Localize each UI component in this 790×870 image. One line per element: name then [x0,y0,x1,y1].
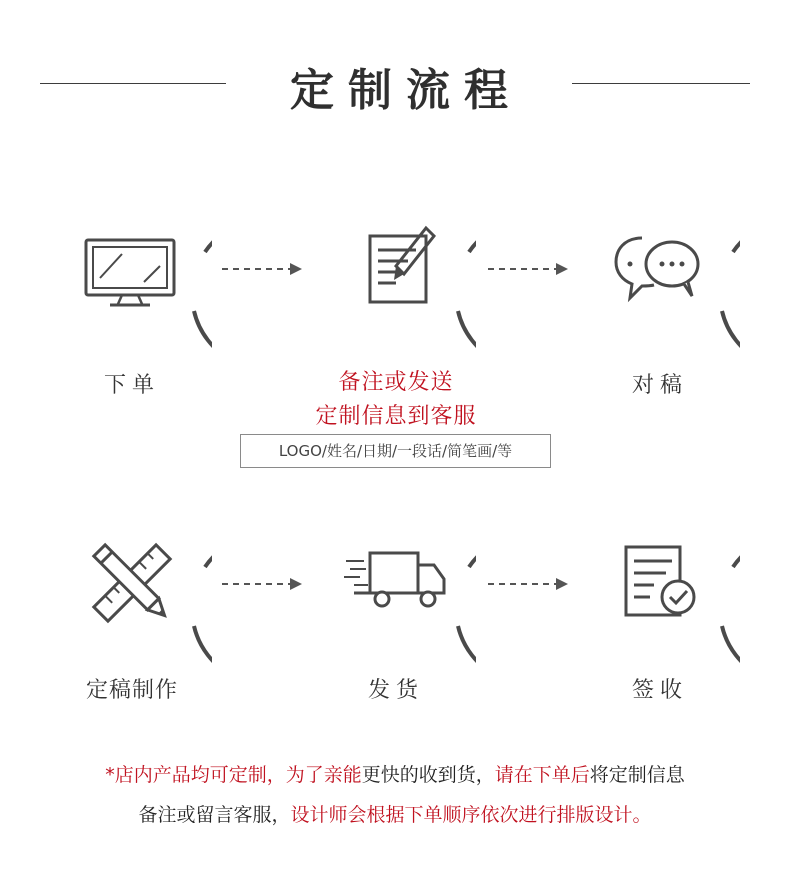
step-label-receipt: 签收 [631,678,688,703]
title-row [0,50,790,116]
step-shipping [316,503,476,663]
note-line-1 [0,760,790,787]
page-title: 定制流程 [290,65,522,116]
note-text: 设计师会根据下单顺序依次进行排版设计。 [290,804,652,826]
note-text: 请在下单后 [494,764,590,786]
ruler-pencil-icon [52,503,212,663]
document-check-icon [580,503,740,663]
step-review [580,188,740,348]
step-label-shipping: 发货 [367,678,424,703]
note-text: 更快的收到货， [361,764,495,786]
note-text: 备注或留言客服， [138,804,291,826]
arrow-right-icon [220,262,304,276]
title-divider-right [572,83,750,84]
step-receipt [580,503,740,663]
step-label-line1: 备注或发送 [338,370,454,395]
note-text: *店内产品均可定制，为了亲能 [105,764,362,786]
delivery-truck-icon [316,503,476,663]
step-label-production: 定稿制作 [85,678,178,703]
note-text: 将定制信息 [589,764,685,786]
arrow-right-icon [486,262,570,276]
step-production [52,503,212,663]
step-label-review: 对稿 [631,373,688,398]
step-label-line2: 定制信息到客服 [315,404,477,429]
arrow-right-icon [220,577,304,591]
monitor-icon [52,188,212,348]
document-pen-icon [316,188,476,348]
custom-content-tag: LOGO/姓名/日期/一段话/简笔画/等 [240,434,551,468]
chat-bubbles-icon [580,188,740,348]
arrow-right-icon [486,577,570,591]
step-send-info [316,188,476,348]
step-label-send-info [276,366,516,434]
step-order [52,188,212,348]
step-label-order: 下单 [103,373,160,398]
title-divider-left [40,83,226,84]
note-line-2 [0,800,790,827]
